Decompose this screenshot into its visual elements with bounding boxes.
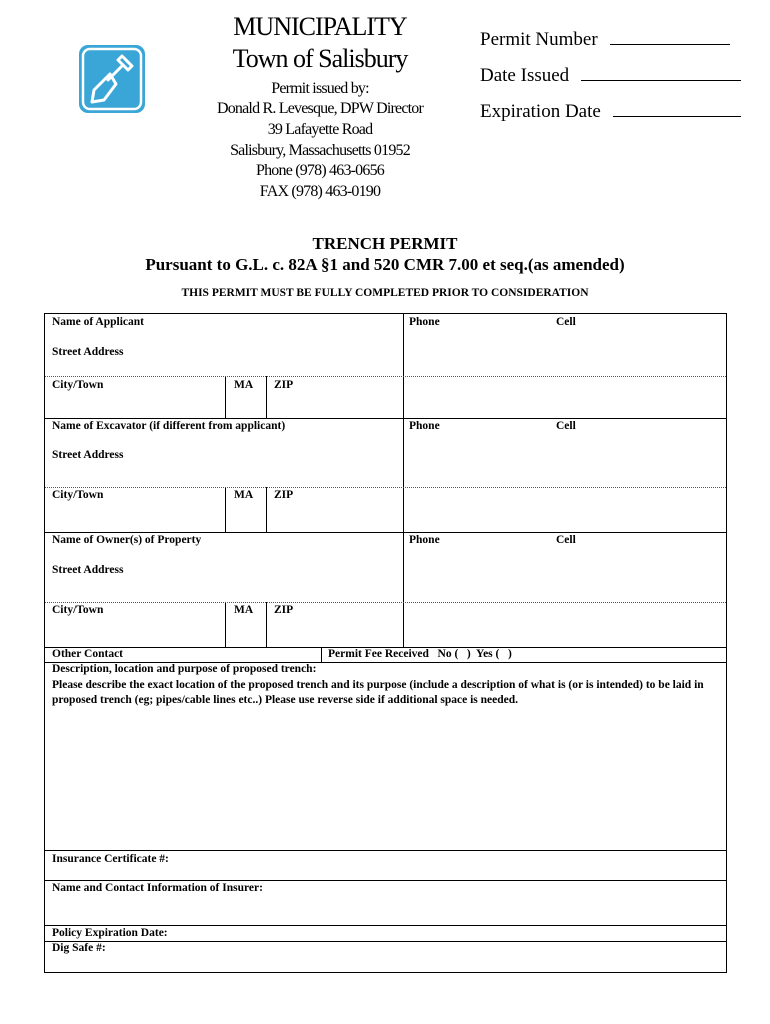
excavator-cell-label[interactable]: Cell: [556, 420, 576, 432]
insurer-info-label[interactable]: Name and Contact Information of Insurer:: [52, 882, 263, 894]
owner-city-label[interactable]: City/Town: [52, 604, 104, 616]
owner-street-label[interactable]: Street Address: [52, 564, 124, 576]
excavator-state-label: MA: [234, 489, 254, 501]
excavator-city-label[interactable]: City/Town: [52, 489, 104, 501]
date-issued-label: Date Issued: [480, 65, 570, 86]
divider-state-applicant: [266, 376, 267, 418]
description-area[interactable]: [45, 709, 726, 849]
owner-zip-label[interactable]: ZIP: [274, 604, 294, 616]
dig-safe-label[interactable]: Dig Safe #:: [52, 942, 106, 954]
permit-form: [44, 313, 727, 973]
policy-expiration-label[interactable]: Policy Expiration Date:: [52, 927, 168, 939]
permit-fee-received[interactable]: Permit Fee Received No ( ) Yes ( ): [328, 648, 512, 660]
row-divider: [45, 376, 726, 377]
expiration-date-line[interactable]: [613, 115, 741, 117]
permit-title: TRENCH PERMIT: [312, 234, 458, 253]
expiration-date-label: Expiration Date: [480, 101, 601, 122]
excavator-zip-label[interactable]: ZIP: [274, 489, 294, 501]
divider-city-owner: [225, 602, 226, 647]
description-instructions: Please describe the exact location of the proposed trench and its purpose (include a description of what is (or is intended) to be laid in proposed trench (eg; pipes/cable lines etc..) Please use reverse side if additional space is needed.: [52, 679, 704, 706]
column-divider-right: [403, 314, 404, 647]
owner-cell-label[interactable]: Cell: [556, 534, 576, 546]
insurance-certificate-label[interactable]: Insurance Certificate #:: [52, 853, 169, 865]
row-divider: [45, 532, 726, 533]
date-issued-line[interactable]: [581, 79, 741, 81]
applicant-zip-label[interactable]: ZIP: [274, 379, 294, 391]
excavator-name-label[interactable]: Name of Excavator (if different from applicant): [52, 420, 286, 432]
divider-city-applicant: [225, 376, 226, 418]
row-divider: [45, 941, 726, 942]
shovel-icon: [78, 44, 146, 114]
expiration-date-field: [480, 101, 741, 123]
row-divider: [45, 487, 726, 488]
row-divider: [45, 602, 726, 603]
fax-number: FAX (978) 463-0190: [259, 183, 381, 200]
director-name: Donald R. Levesque, DPW Director: [216, 100, 424, 117]
date-issued-field: [480, 65, 741, 87]
excavator-phone-label[interactable]: Phone: [409, 420, 440, 432]
completion-notice: THIS PERMIT MUST BE FULLY COMPLETED PRIOR TO CONSIDERATION: [181, 287, 589, 299]
permit-number-line[interactable]: [610, 43, 730, 45]
shovel-logo: [78, 44, 146, 114]
address-line-1: 39 Lafayette Road: [267, 121, 373, 138]
applicant-city-label[interactable]: City/Town: [52, 379, 104, 391]
applicant-street-label[interactable]: Street Address: [52, 346, 124, 358]
row-divider: [45, 880, 726, 881]
applicant-name-label[interactable]: Name of Applicant: [52, 316, 144, 328]
divider-state-owner: [266, 602, 267, 647]
description-title: Description, location and purpose of proposed trench:: [52, 663, 317, 675]
phone-number: Phone (978) 463-0656: [256, 162, 384, 179]
issued-by-label: Permit issued by:: [271, 80, 369, 97]
divider-state-excavator: [266, 487, 267, 532]
divider-city-excavator: [225, 487, 226, 532]
owner-state-label: MA: [234, 604, 254, 616]
other-contact-label[interactable]: Other Contact: [52, 648, 124, 660]
row-divider: [45, 850, 726, 851]
permit-number-label: Permit Number: [480, 29, 598, 50]
town-name: Town of Salisbury: [232, 44, 408, 73]
applicant-state-label: MA: [234, 379, 254, 391]
permit-number-field: [480, 29, 730, 51]
municipality-heading: MUNICIPALITY: [233, 12, 407, 41]
divider-contact-fee: [321, 647, 322, 662]
excavator-street-label[interactable]: Street Address: [52, 449, 124, 461]
row-divider: [45, 418, 726, 419]
address-line-2: Salisbury, Massachusetts 01952: [230, 142, 410, 159]
owner-name-label[interactable]: Name of Owner(s) of Property: [52, 534, 202, 546]
applicant-phone-label[interactable]: Phone: [409, 316, 440, 328]
applicant-cell-label[interactable]: Cell: [556, 316, 576, 328]
permit-subtitle: Pursuant to G.L. c. 82A §1 and 520 CMR 7.00 et seq.(as amended): [145, 255, 625, 274]
row-divider: [45, 925, 726, 926]
owner-phone-label[interactable]: Phone: [409, 534, 440, 546]
